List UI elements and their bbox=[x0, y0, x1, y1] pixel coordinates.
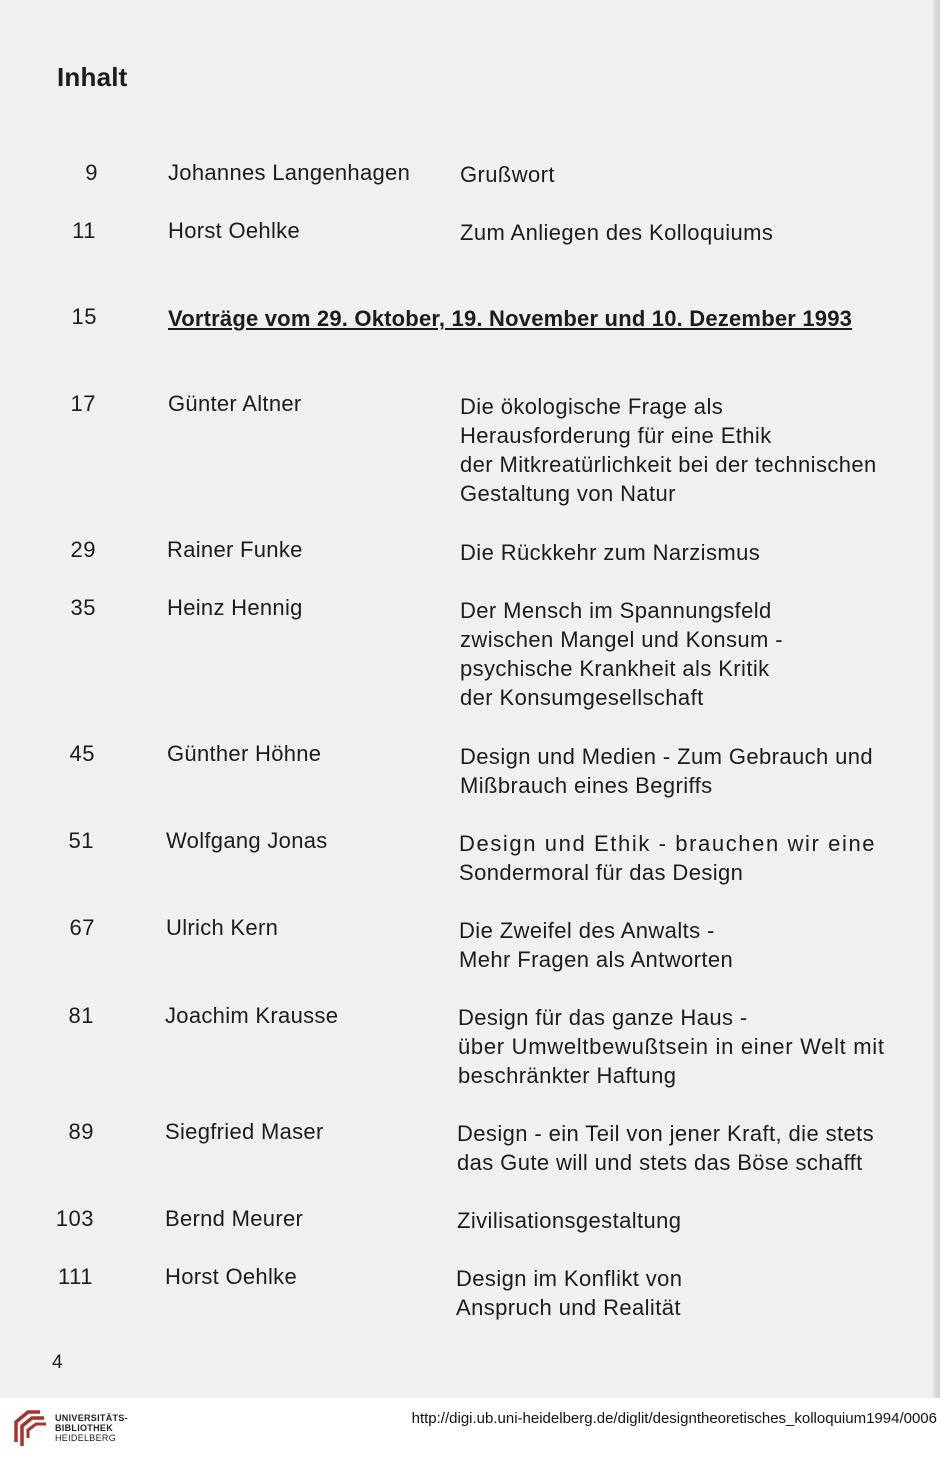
toc-author: Günther Höhne bbox=[167, 741, 322, 766]
toc-author: Ulrich Kern bbox=[166, 915, 279, 940]
toc-title bbox=[460, 742, 920, 800]
footer-bar bbox=[0, 1398, 947, 1466]
toc-author: Heinz Hennig bbox=[167, 595, 303, 620]
university-library-logo-icon bbox=[10, 1408, 50, 1448]
toc-author: Bernd Meurer bbox=[165, 1206, 304, 1231]
toc-page-number: 67 bbox=[69, 915, 95, 940]
toc-title-line: Mehr Fragen als Antworten bbox=[459, 947, 734, 972]
toc-title-line: Die ökologische Frage als bbox=[460, 394, 724, 419]
toc-title-line: Der Mensch im Spannungsfeld bbox=[460, 598, 772, 623]
toc-author: Horst Oehlke bbox=[168, 218, 300, 243]
toc-title-line: Grußwort bbox=[460, 162, 555, 187]
toc-title-line: Sondermoral für das Design bbox=[459, 860, 744, 885]
toc-author: Siegfried Maser bbox=[165, 1119, 324, 1144]
toc-author: Johannes Langenhagen bbox=[168, 160, 411, 185]
toc-title-line: Design im Konflikt von bbox=[456, 1266, 683, 1291]
toc-title-line: über Umweltbewußtsein in einer Welt mit bbox=[458, 1034, 885, 1059]
toc-page-number: 51 bbox=[68, 828, 94, 853]
toc-title-line: Gestaltung von Natur bbox=[460, 481, 676, 506]
toc-author: Joachim Krausse bbox=[165, 1003, 339, 1028]
toc-page-number: 103 bbox=[55, 1206, 94, 1231]
toc-author: Rainer Funke bbox=[167, 537, 303, 562]
toc-title-line: Die Rückkehr zum Narzismus bbox=[460, 540, 761, 565]
toc-page-number: 89 bbox=[68, 1119, 94, 1144]
library-name-line: BIBLIOTHEK bbox=[55, 1423, 113, 1433]
toc-title bbox=[459, 829, 919, 887]
toc-title-line: das Gute will und stets das Böse schafft bbox=[457, 1150, 863, 1175]
toc-title bbox=[460, 538, 920, 567]
toc-title-line: Design - ein Teil von jener Kraft, die stets bbox=[457, 1121, 875, 1146]
toc-title bbox=[459, 916, 919, 974]
toc-title-line: zwischen Mangel und Konsum - bbox=[460, 627, 784, 652]
toc-page-number: 9 bbox=[85, 160, 98, 185]
toc-title-line: Zum Anliegen des Kolloquiums bbox=[460, 220, 774, 245]
library-name bbox=[55, 1413, 128, 1443]
toc-title-line: psychische Krankheit als Kritik bbox=[460, 656, 770, 681]
toc-title bbox=[460, 160, 920, 189]
toc-title-line: der Konsumgesellschaft bbox=[460, 685, 704, 710]
page-heading: Inhalt bbox=[57, 62, 128, 92]
toc-author: Wolfgang Jonas bbox=[166, 828, 328, 853]
toc-title bbox=[456, 1264, 916, 1322]
toc-title-line: Zivilisationsgestaltung bbox=[457, 1208, 682, 1233]
toc-title-line: Anspruch und Realität bbox=[456, 1295, 681, 1320]
toc-page-number: 15 bbox=[71, 304, 97, 329]
toc-title-line: der Mitkreatürlichkeit bei der technischen bbox=[460, 452, 877, 477]
toc-title bbox=[458, 1003, 918, 1090]
toc-title-line: Design für das ganze Haus - bbox=[458, 1005, 748, 1030]
toc-title-line: Design und Medien - Zum Gebrauch und bbox=[460, 744, 874, 769]
library-name-line: UNIVERSITÄTS- bbox=[55, 1413, 128, 1423]
toc-page-number: 81 bbox=[68, 1003, 94, 1028]
toc-page-number: 111 bbox=[58, 1264, 93, 1289]
toc-page-number: 11 bbox=[72, 218, 96, 243]
toc-title bbox=[460, 218, 920, 247]
toc-title-line: Design und Ethik - brauchen wir eine bbox=[459, 831, 877, 856]
toc-page-number: 29 bbox=[70, 537, 96, 562]
toc-title-line: Mißbrauch eines Begriffs bbox=[460, 773, 713, 798]
toc-title bbox=[460, 392, 920, 508]
toc-title bbox=[460, 596, 920, 712]
toc-title bbox=[457, 1119, 917, 1177]
toc-author: Günter Altner bbox=[168, 391, 302, 416]
library-name-line: HEIDELBERG bbox=[55, 1433, 117, 1443]
toc-page-number: 35 bbox=[70, 595, 96, 620]
toc-page-number: 45 bbox=[69, 741, 95, 766]
source-url[interactable]: http://digi.ub.uni-heidelberg.de/diglit/designtheoretisches_kolloquium1994/0006 bbox=[411, 1410, 937, 1427]
toc-title-line: Die Zweifel des Anwalts - bbox=[459, 918, 715, 943]
toc-author: Horst Oehlke bbox=[165, 1264, 297, 1289]
section-heading: Vorträge vom 29. Oktober, 19. November und 10. Dezember 1993 bbox=[168, 306, 853, 331]
page-number: 4 bbox=[52, 1352, 63, 1373]
toc-title-line: beschränkter Haftung bbox=[458, 1063, 677, 1088]
toc-title-line: Herausforderung für eine Ethik bbox=[460, 423, 772, 448]
toc-title bbox=[457, 1206, 917, 1235]
toc-page-number: 17 bbox=[70, 391, 96, 416]
